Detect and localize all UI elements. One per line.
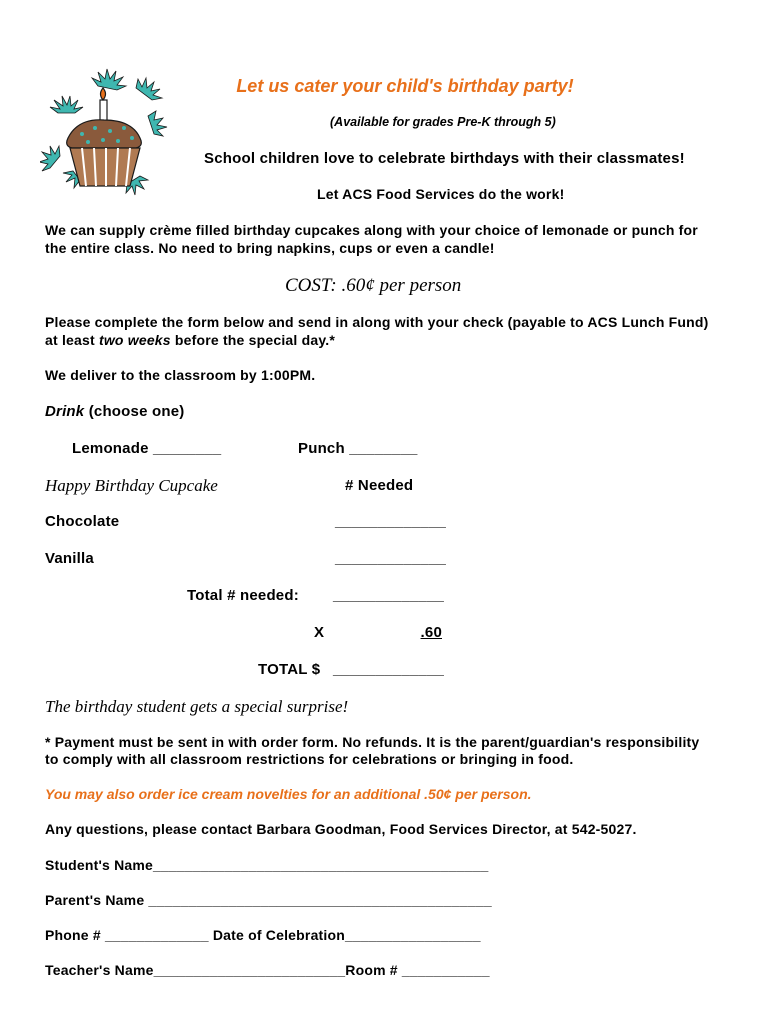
drink-choose: (choose one)	[84, 403, 185, 420]
subtitle-classmates: School children love to celebrate birthdays with their classmates!	[204, 150, 685, 167]
total-dollar-label: TOTAL $	[258, 661, 321, 678]
phone-date-field[interactable]: Phone # _____________ Date of Celebration_________________	[45, 927, 481, 943]
student-name-field[interactable]: Student's Name__________________________________________	[45, 857, 489, 873]
cost-line: COST: .60¢ per person	[285, 275, 462, 296]
total-dollar-field[interactable]: _____________	[333, 661, 445, 678]
price-per-cupcake: .60	[420, 624, 442, 641]
contact-line: Any questions, please contact Barbara Goodman, Food Services Director, at 542-5027.	[45, 821, 637, 837]
total-needed-label: Total # needed:	[187, 587, 299, 604]
payment-notice-line-1: * Payment must be sent in with order form. No refunds. It is the parent/guardian's responsibility	[45, 734, 700, 750]
cupcake-heading: Happy Birthday Cupcake	[45, 476, 218, 495]
intro-line-1: We can supply crème filled birthday cupcakes along with your choice of lemonade or punch for	[45, 222, 698, 238]
needed-header: # Needed	[345, 477, 414, 494]
punch-field[interactable]: Punch ________	[298, 440, 418, 457]
icecream-note: You may also order ice cream novelties for an additional .50¢ per person.	[45, 786, 532, 802]
drink-label: Drink	[45, 403, 85, 420]
teacher-room-field[interactable]: Teacher's Name________________________Room # ___________	[45, 962, 490, 978]
intro-line-2: the entire class. No need to bring napkins, cups or even a candle!	[45, 240, 495, 256]
vanilla-label: Vanilla	[45, 550, 94, 567]
surprise-note: The birthday student gets a special surprise!	[45, 697, 349, 716]
lemonade-field[interactable]: Lemonade ________	[72, 440, 222, 457]
instructions-line-2	[45, 332, 335, 348]
instructions-line-1: Please complete the form below and send in along with your check (payable to ACS Lunch Fund)	[45, 314, 709, 330]
instructions-line-2-post: before the special day.*	[170, 332, 336, 348]
two-weeks-emphasis: two weeks	[98, 332, 171, 348]
instructions-line-2-pre: at least	[45, 332, 99, 348]
multiply-label: X	[314, 624, 325, 641]
page-title: Let us cater your child's birthday party!	[236, 76, 574, 96]
availability-note: (Available for grades Pre-K through 5)	[330, 115, 556, 129]
parent-name-field[interactable]: Parent's Name ___________________________________________	[45, 892, 492, 908]
vanilla-quantity-field[interactable]: _____________	[335, 550, 447, 567]
subtitle-acs: Let ACS Food Services do the work!	[317, 186, 565, 202]
total-needed-field[interactable]: _____________	[333, 587, 445, 604]
chocolate-label: Chocolate	[45, 513, 120, 530]
delivery-note: We deliver to the classroom by 1:00PM.	[45, 367, 316, 383]
payment-notice-line-2: to comply with all classroom restrictions for celebrations or bringing in food.	[45, 751, 574, 767]
drink-heading	[45, 403, 184, 420]
chocolate-quantity-field[interactable]: _____________	[335, 513, 447, 530]
